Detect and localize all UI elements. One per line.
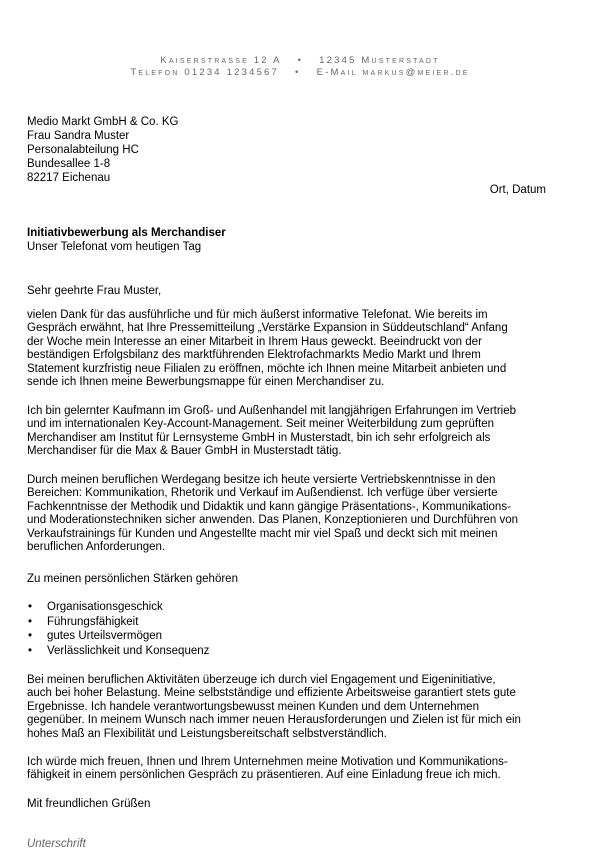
paragraph-line: gegenüber. In meinem Wunsch nach immer neuen Herausforderungen und Zielen ist für mich ein xyxy=(27,714,521,727)
recipient-company: Medio Markt GmbH & Co. KG xyxy=(27,116,179,128)
list-item xyxy=(27,600,209,615)
paragraph-line: vielen Dank für das ausführliche und für mich äußerst informative Telefonat. Wie bereits im xyxy=(27,309,488,321)
list-item-label: Organisationsgeschick xyxy=(47,601,163,613)
paragraph-line: Ergebnisse. Ich handele verantwortungsbewusst meinen Kunden und dem Unternehmen xyxy=(27,700,479,713)
bullet-icon: • xyxy=(28,644,33,657)
list-item-label: Verlässlichkeit und Konsequenz xyxy=(47,644,210,657)
paragraph-line: Gespräch erwähnt, hat Ihre Pressemitteilung „Verstärke Expansion in Süddeutschland“ Anfang xyxy=(27,322,508,335)
paragraph-line: Merchandiser am Institut für Lernsysteme GmbH in Musterstadt, bin ich sehr erfolgreich als xyxy=(27,431,491,444)
paragraph-4 xyxy=(27,674,557,741)
paragraph-3 xyxy=(27,474,557,554)
list-item xyxy=(27,644,209,659)
paragraph-5 xyxy=(27,756,557,783)
subject-block xyxy=(27,226,547,254)
paragraph-line: beständigen Erfolgsbilanz des marktführenden Elektrofachmarkts Medio Markt und Ihrem xyxy=(27,349,481,362)
recipient-street: Bundesallee 1-8 xyxy=(27,158,111,170)
separator-dot: • xyxy=(295,67,301,78)
paragraph-2 xyxy=(27,405,557,459)
signature-placeholder: Unterschrift xyxy=(27,838,86,850)
paragraph-line: Bereichen: Kommunikation, Rhetorik und Verkauf im Außendienst. Ich verfüge über versierte xyxy=(27,487,498,500)
paragraph-line: Ich bin gelernter Kaufmann im Groß- und Außenhandel mit langjährigen Erfahrungen im Vertrieb xyxy=(27,405,517,417)
paragraph-line: Statement kurzfristig neue Filialen zu eröffnen, möchte ich Ihnen meine Mitarbeit anbieten und xyxy=(27,362,507,375)
bullet-icon: • xyxy=(28,615,33,628)
recipient-person: Frau Sandra Muster xyxy=(27,130,130,142)
place-date: Ort, Datum xyxy=(489,184,546,196)
sender-email: E-Mail markus@meier.de xyxy=(316,67,470,78)
strengths-intro xyxy=(27,572,547,586)
strengths-list xyxy=(27,600,209,658)
paragraph-line: und Moderationstechniken sicher anwenden. Das Planen, Konzeptionieren und Durchführen von xyxy=(27,514,518,527)
strengths-intro-text: Zu meinen persönlichen Stärken gehören xyxy=(27,573,238,585)
paragraph-line: Bei meinen beruflichen Aktivitäten überzeuge ich durch viel Engagement und Eigeninitiative, xyxy=(27,674,496,686)
paragraph-line: Fachkenntnisse der Methodik und Didaktik und kann gängige Präsentations-, Kommunikations- xyxy=(27,500,511,513)
reference-line: Unser Telefonat vom heutigen Tag xyxy=(27,241,202,253)
list-item xyxy=(27,629,209,644)
list-item xyxy=(27,615,209,630)
sender-city: 12345 Musterstadt xyxy=(319,55,440,66)
salutation xyxy=(27,284,547,298)
paragraph-line: sende ich Ihnen meine Bewerbungsmappe für einen Merchandiser zu. xyxy=(27,376,385,389)
recipient-address xyxy=(27,115,547,185)
list-item-label: Führungsfähigkeit xyxy=(47,615,139,628)
letterhead-address-line xyxy=(0,55,600,66)
paragraph-line: beruflichen Anforderungen. xyxy=(27,541,166,554)
subject-line: Initiativbewerbung als Merchandiser xyxy=(27,227,226,239)
separator-dot: • xyxy=(297,55,304,66)
closing-text: Mit freundlichen Grüßen xyxy=(27,798,151,810)
paragraph-line: Verkaufstrainings für Kunden und Angestellte macht mir viel Spaß und deckt sich mit meinen xyxy=(27,527,498,540)
letterhead-contact-line xyxy=(0,67,600,78)
paragraph-1 xyxy=(27,309,557,389)
paragraph-line: hohes Maß an Flexibilität und Leistungsbereitschaft selbstverständlich. xyxy=(27,727,387,740)
list-item-label: gutes Urteilsvermögen xyxy=(47,630,163,643)
paragraph-line: Durch meinen beruflichen Werdegang besitze ich heute versierte Vertriebskenntnisse in den xyxy=(27,474,496,486)
paragraph-line: fähigkeit in einem persönlichen Gespräch zu präsentieren. Auf eine Einladung freue ich mich. xyxy=(27,769,501,782)
paragraph-line: Ich würde mich freuen, Ihnen und Ihrem Unternehmen meine Motivation und Kommunikations- xyxy=(27,756,508,768)
salutation-text: Sehr geehrte Frau Muster, xyxy=(27,285,162,297)
paragraph-line: auch bei hoher Belastung. Meine selbstständige und effiziente Arbeitsweise garantiert stets gute xyxy=(27,687,516,700)
bullet-icon: • xyxy=(28,630,33,643)
paragraph-line: Merchandiser für die Max & Bauer GmbH in Musterstadt tätig. xyxy=(27,445,342,458)
closing xyxy=(27,797,547,811)
recipient-department: Personalabteilung HC xyxy=(27,144,139,156)
recipient-city: 82217 Eichenau xyxy=(27,172,111,184)
bullet-icon: • xyxy=(28,601,33,613)
paragraph-line: der Woche mein Interesse an einer Mitarbeit in Ihrem Haus geweckt. Beeindruckt von der xyxy=(27,335,482,348)
sender-phone: Telefon 01234 1234567 xyxy=(130,67,280,78)
paragraph-line: und im internationalen Key-Account-Management. Seit meiner Weiterbildung zum geprüften xyxy=(27,418,495,431)
sender-street: Kaiserstrasse 12 A xyxy=(160,55,282,66)
